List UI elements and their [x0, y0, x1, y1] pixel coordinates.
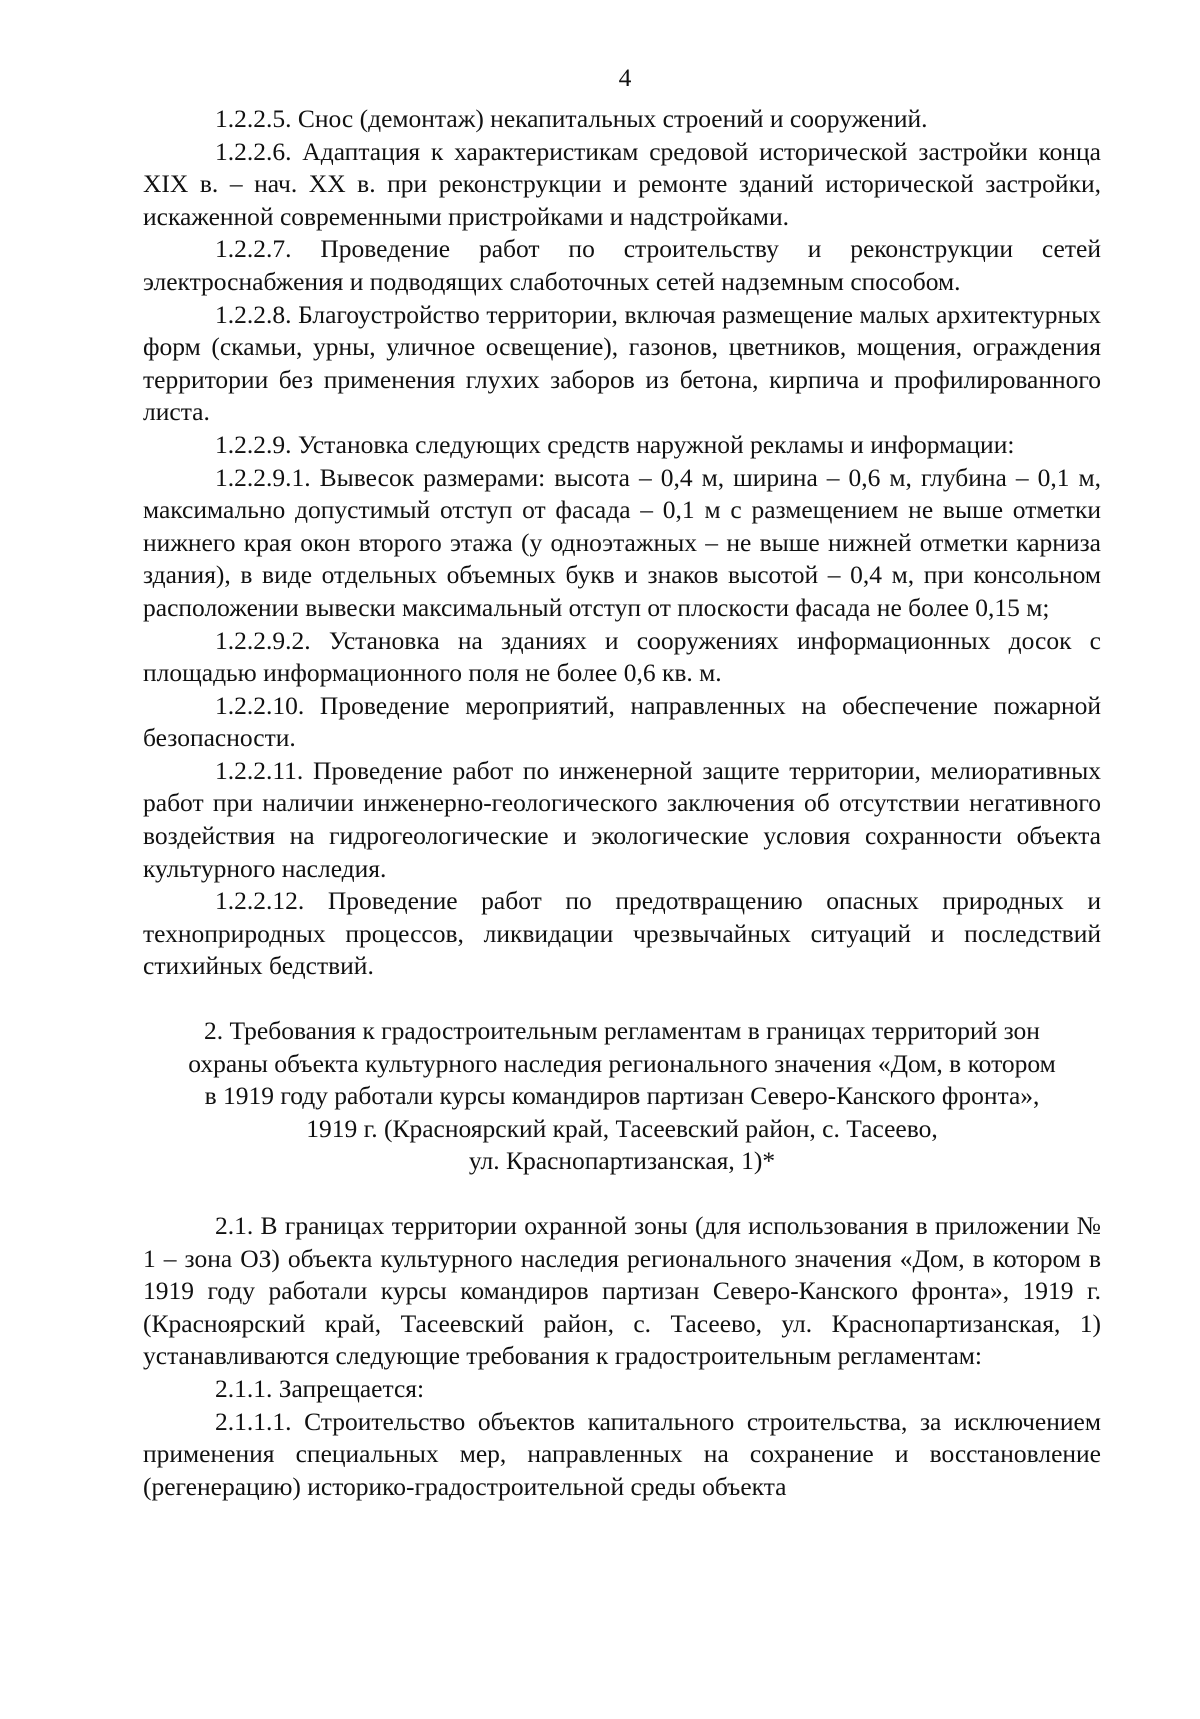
paragraph-1-2-2-9: 1.2.2.9. Установка следующих средств наружной рекламы и информации: [215, 429, 1015, 459]
paragraph-2-1-1-1: 2.1.1.1. Строительство объектов капитального строительства, за исключением применения специальных мер, направленных на сохранение и восстановление (регенерацию) историко-градостроительной среды объекта [143, 1406, 1101, 1501]
paragraph-1-2-2-10: 1.2.2.10. Проведение мероприятий, направленных на обеспечение пожарной безопасности. [143, 690, 1101, 753]
paragraph-1-2-2-7: 1.2.2.7. Проведение работ по строительству и реконструкции сетей электроснабжения и подводящих слаботочных сетей надземным способом. [143, 234, 1101, 296]
paragraph-1-2-2-11: 1.2.2.11. Проведение работ по инженерной защите территории, мелиоративных работ при наличии инженерно-геологического заключения об отсутствии негативного воздействия на гидрогеологические и экологические условия сохранности объекта культурного наследия. [143, 755, 1101, 883]
document-body [143, 103, 1101, 1503]
section-heading-line: 1919 г. (Красноярский край, Тасеевский район, с. Тасеево, [306, 1113, 938, 1143]
paragraph-1-2-2-6: 1.2.2.6. Адаптация к характеристикам средовой исторической застройки конца XIX в. – нач. XX в. при реконструкции и ремонте зданий исторической застройки, искаженной современными пристройками и надстройками. [143, 136, 1101, 231]
spacer [143, 983, 1101, 1015]
section-heading-line: 2. Требования к градостроительным регламентам в границах территорий зон [204, 1016, 1040, 1046]
page-number: 4 [618, 63, 632, 92]
paragraph-1-2-2-8: 1.2.2.8. Благоустройство территории, включая размещение малых архитектурных форм (скамьи, урны, уличное освещение), газонов, цветников, мощения, ограждения территории без применения глухих заборов из бетона, кирпича и профилированного листа. [143, 299, 1101, 427]
paragraph-1-2-2-5: 1.2.2.5. Снос (демонтаж) некапитальных строений и сооружений. [215, 104, 928, 133]
paragraph-1-2-2-12: 1.2.2.12. Проведение работ по предотвращению опасных природных и техноприродных процессов, ликвидации чрезвычайных ситуаций и последствий стихийных бедствий. [143, 886, 1101, 981]
paragraph-2-1-1: 2.1.1. Запрещается: [215, 1373, 425, 1403]
section-heading-line: охраны объекта культурного наследия регионального значения «Дом, в котором [188, 1048, 1056, 1078]
paragraph-1-2-2-9-2: 1.2.2.9.2. Установка на зданиях и сооружениях информационных досок с площадью информационного поля не более 0,6 кв. м. [143, 625, 1101, 688]
section-heading-line: в 1919 году работали курсы командиров партизан Северо-Канского фронта», [204, 1081, 1040, 1111]
section-heading-line: ул. Краснопартизанская, 1)* [468, 1146, 776, 1176]
paragraph-2-1: 2.1. В границах территории охранной зоны (для использования в приложении № 1 – зона ОЗ) объекта культурного наследия регионального значения «Дом, в котором в 1919 году работали курсы командиров партизан Северо-Канского фронта», 1919 г. (Красноярский край, Тасеевский район, с. Тасеево, ул. Краснопартизанская, 1) устанавливаются следующие требования к градостроительным регламентам: [143, 1211, 1101, 1371]
paragraph-1-2-2-9-1: 1.2.2.9.1. Вывесок размерами: высота – 0,4 м, ширина – 0,6 м, глубина – 0,1 м, максимально допустимый отступ от фасада – 0,1 м с размещением не выше отметки нижнего края окон второго этажа (у одноэтажных – не выше нижней отметки карниза здания), в виде отдельных объемных букв и знаков высотой – 0,4 м, при консольном расположении вывески максимальный отступ от плоскости фасада не более 0,15 м; [143, 462, 1101, 622]
section-heading [143, 1015, 1101, 1178]
spacer [143, 1178, 1101, 1210]
